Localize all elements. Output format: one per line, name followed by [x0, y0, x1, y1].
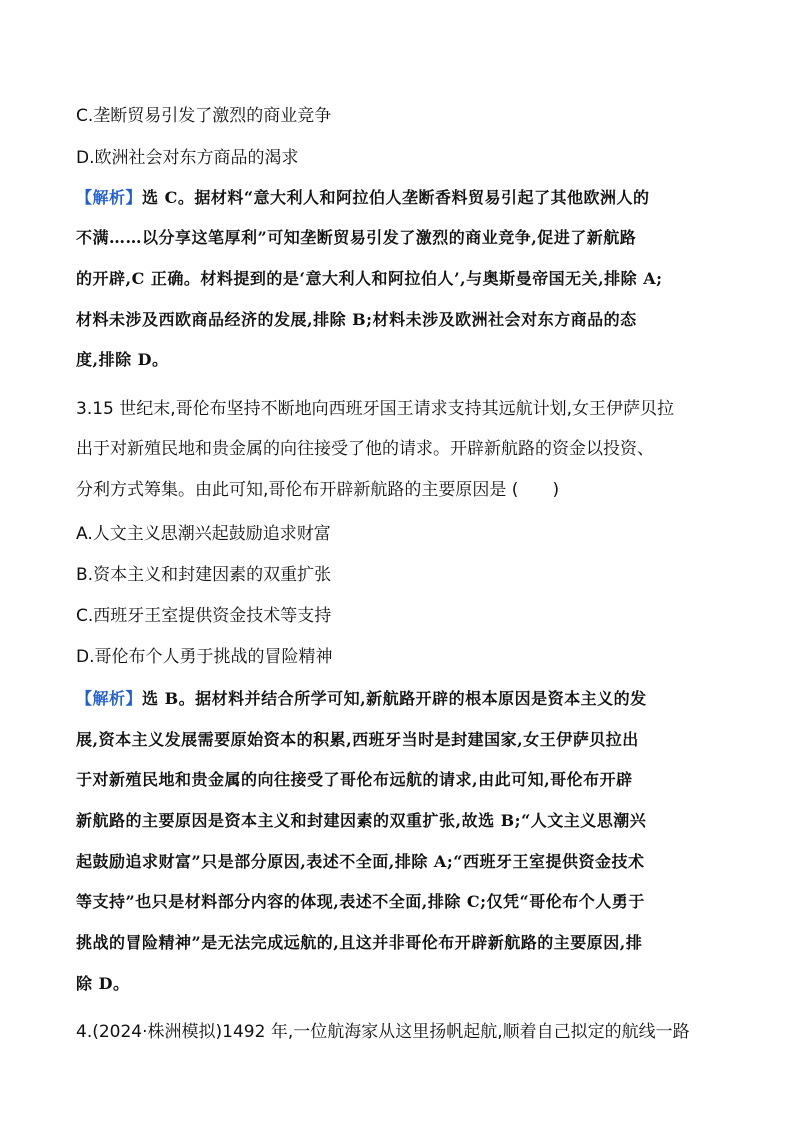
q3-stem-line-2: 出于对新殖民地和贵金属的向往接受了他的请求。开辟新航路的资金以投资、	[76, 439, 654, 459]
analysis-text: 选 B。据材料并结合所学可知,新航路开辟的根本原因是资本主义的发	[142, 689, 647, 708]
q2-analysis-line-1	[76, 186, 718, 210]
q3-stem-line-3: 分利方式筹集。由此可知,哥伦布开辟新航路的主要原因是 ( )	[76, 480, 560, 500]
q3-option-d: D.哥伦布个人勇于挑战的冒险精神	[76, 647, 333, 667]
q3-option-a: A.人文主义思潮兴起鼓励追求财富	[76, 524, 331, 544]
q4-stem-line-1: 4.(2024·株洲模拟)1492 年,一位航海家从这里扬帆起航,顺着自己拟定的航线一路	[76, 1022, 690, 1042]
q2-analysis-line-2: 不满……以分享这笔厚利”可知垄断贸易引发了激烈的商业竞争,促进了新航路	[76, 228, 637, 247]
q3-option-c: C.西班牙王室提供资金技术等支持	[76, 606, 332, 626]
q3-analysis-line-8: 除 D。	[76, 974, 130, 993]
q3-analysis-line-5: 起鼓励追求财富”只是部分原因,表述不全面,排除 A;“西班牙王室提供资金技术	[76, 852, 645, 871]
q3-analysis-line-4: 新航路的主要原因是资本主义和封建因素的双重扩张,故选 B;“人文主义思潮兴	[76, 811, 647, 830]
q3-analysis-line-7: 挑战的冒险精神”是无法完成远航的,且这并非哥伦布开辟新航路的主要原因,排	[76, 933, 643, 952]
analysis-tag: 【解析】	[76, 689, 143, 708]
analysis-tag: 【解析】	[76, 188, 143, 207]
q3-option-b: B.资本主义和封建因素的双重扩张	[76, 565, 332, 585]
q2-analysis-line-4: 材料未涉及西欧商品经济的发展,排除 B;材料未涉及欧洲社会对东方商品的态	[76, 310, 637, 329]
q3-analysis-line-2: 展,资本主义发展需要原始资本的积累,西班牙当时是封建国家,女王伊萨贝拉出	[76, 730, 639, 749]
q3-stem-line-1: 3.15 世纪末,哥伦布坚持不断地向西班牙国王请求支持其远航计划,女王伊萨贝拉	[76, 399, 675, 419]
q3-analysis-line-6: 等支持”也只是材料部分内容的体现,表述不全面,排除 C;仅凭“哥伦布个人勇于	[76, 892, 645, 911]
q2-option-d: D.欧洲社会对东方商品的渴求	[76, 148, 299, 168]
q2-analysis-line-5: 度,排除 D。	[76, 350, 169, 369]
q3-analysis-line-3: 于对新殖民地和贵金属的向往接受了哥伦布远航的请求,由此可知,哥伦布开辟	[76, 770, 633, 789]
q2-analysis-line-3: 的开辟,C 正确。材料提到的是‘意大利人和阿拉伯人’,与奥斯曼帝国无关,排除 A;	[76, 269, 663, 288]
q3-analysis-line-1	[76, 687, 718, 711]
q2-option-c: C.垄断贸易引发了激烈的商业竞争	[76, 106, 332, 126]
analysis-text: 选 C。据材料“意大利人和阿拉伯人垄断香料贸易引起了其他欧洲人的	[142, 188, 650, 207]
